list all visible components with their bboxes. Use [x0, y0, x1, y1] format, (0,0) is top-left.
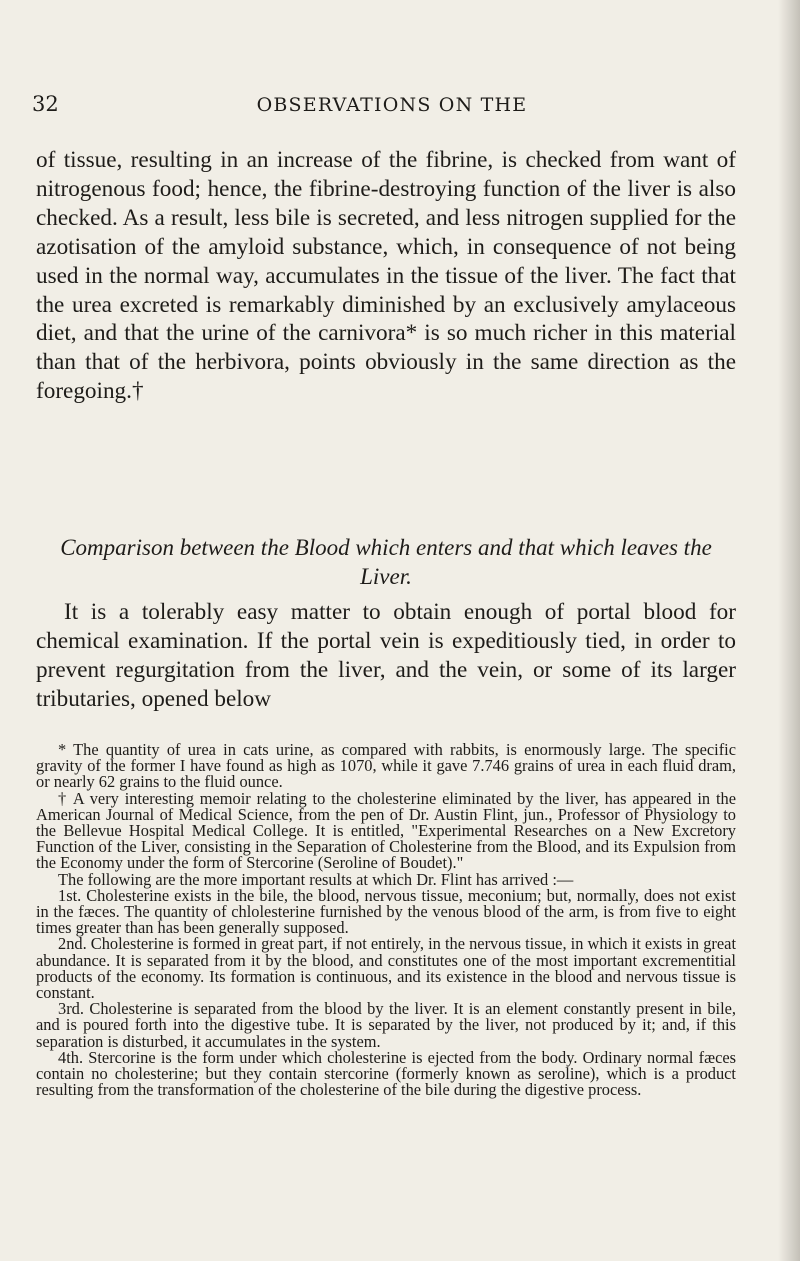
page-number: 32 [32, 92, 59, 116]
main-text [36, 146, 736, 406]
footnote-text: The following are the more important results at which Dr. Flint has arrived :— [58, 869, 574, 889]
footnote: † A very interesting memoir relating to the cholesterine eliminated by the liver, has appeared in the American Journal of Medical Science, from the pen of Dr. Austin Flint, jun., Professor of Physiology to the Bellevue Hospital Medical College. It is entitled, "Experimental Researches on a New Excretory Function of the Liver, consisting in the Separation of Cholesterine from the Blood, and its Expulsion from the Economy under the form of Stercorine (Seroline of Boudet)." [36, 788, 736, 873]
footnote-list-item: 2nd. Cholesterine is formed in great part, if not entirely, in the nervous tissue, in which it exists in great abundance. It is separated from it by the blood, and constitutes one of the most important excrementitial products of the economy. Its formation is continuous, and its existence in the blood and nervous tissue is constant. [36, 934, 736, 1003]
footnote-list-item: 3rd. Cholesterine is separated from the blood by the liver. It is an element constantly present in bile, and is poured forth into the digestive tube. It is separated by the liver, not produced by it; and, if this separation is disturbed, it accumulates in the system. [36, 999, 736, 1051]
paragraph: It is a tolerably easy matter to obtain enough of portal blood for chemical examination. If the portal vein is expeditiously tied, in order to prevent regurgitation from the liver, and the vein, or some of its larger tributaries, opened below [36, 599, 736, 712]
section-heading: Comparison between the Blood which enters and that which leaves the Liver. [60, 535, 712, 589]
page-header [32, 92, 752, 122]
footnote: * The quantity of urea in cats urine, as compared with rabbits, is enormously large. The specific gravity of the former I have found as high as 1070, while it gave 7.746 grains of urea in each fluid dram, or nearly 62 grains to the fluid ounce. [36, 740, 736, 792]
footnote-list-item: 4th. Stercorine is the form under which cholesterine is ejected from the body. Ordinary normal fæces contain no cholesterine; but they contain stercorine (formerly known as seroline), which is a product resulting from the transformation of the cholesterine of the bile during the digestive process. [36, 1047, 736, 1100]
footnote-list-item: 1st. Cholesterine exists in the bile, the blood, nervous tissue, meconium; but, normally, does not exist in the fæces. The quantity of chlolesterine furnished by the venous blood of the arm, is from five to eight times greater than has been generally supposed. [36, 885, 736, 938]
running-head: OBSERVATIONS ON THE [256, 94, 528, 116]
paragraph: of tissue, resulting in an increase of the fibrine, is checked from want of nitrogenous food; hence, the fibrine-destroying function of the liver is also checked. As a result, less bile is secreted, and less nitrogen supplied for the azotisation of the amyloid substance, which, in consequence of not being used in the normal way, accumulates in the tissue of the liver. The fact that the urea excreted is remarkably diminished by an exclusively amylaceous diet, and that the urine of the carnivora* is so much richer in this material than that of the herbivora, points obviously in the same direction as the foregoing.† [36, 147, 736, 405]
page-edge-shadow [778, 0, 800, 1261]
footnotes [36, 742, 736, 1098]
